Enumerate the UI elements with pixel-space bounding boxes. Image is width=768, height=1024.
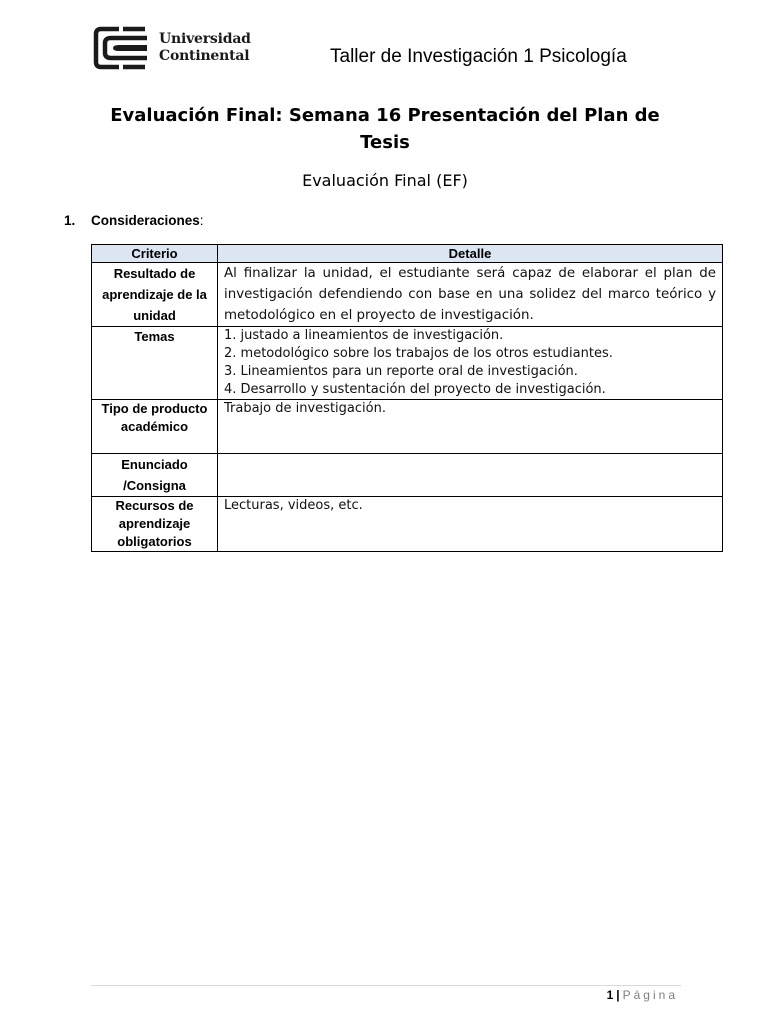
- topic-item: 1. justado a lineamientos de investigación.: [224, 328, 504, 343]
- detalle-text: Al finalizar la unidad, el estudiante será capaz de elaborar el plan de investigación defendiendo con base en una solidez del marco teórico y metodológico en el proyecto de investigación.: [224, 266, 716, 323]
- criterio-cell: Enunciado /Consigna: [92, 454, 218, 497]
- page-number: 1: [606, 988, 614, 1002]
- document-subtitle: Evaluación Final (EF): [302, 171, 468, 190]
- topic-item: 4. Desarrollo y sustentación del proyecto de investigación.: [224, 382, 606, 397]
- university-logo-icon: [93, 26, 151, 70]
- column-header-detalle: Detalle: [218, 245, 723, 263]
- page-label: Página: [622, 988, 678, 1002]
- table-row: [92, 497, 723, 552]
- criterio-cell: Temas: [92, 327, 218, 400]
- section-heading: [64, 212, 204, 230]
- detalle-cell: [218, 263, 723, 327]
- document-title: Evaluación Final: Semana 16 Presentación del Plan de Tesis: [110, 105, 660, 153]
- table-row: [92, 263, 723, 327]
- table-row: [92, 454, 723, 497]
- topic-item: 2. metodológico sobre los trabajos de los otros estudiantes.: [224, 346, 613, 361]
- footer-divider: [91, 985, 681, 986]
- section-colon: :: [199, 213, 204, 228]
- criteria-table: [91, 244, 723, 552]
- criterio-cell: Resultado de aprendizaje de la unidad: [92, 263, 218, 327]
- table-row: [92, 400, 723, 454]
- logo-text-line1: Universidad: [159, 31, 251, 47]
- detalle-cell: Trabajo de investigación.: [218, 400, 723, 454]
- page-footer: [607, 987, 678, 1003]
- table-row: [92, 327, 723, 400]
- column-header-criterio: Criterio: [92, 245, 218, 263]
- footer-separator: |: [616, 988, 620, 1002]
- table-header-row: [92, 245, 723, 263]
- detalle-cell: [218, 327, 723, 400]
- section-number: 1.: [64, 213, 76, 228]
- criterio-cell: Recursos de aprendizaje obligatorios: [92, 497, 218, 552]
- detalle-cell: Lecturas, videos, etc.: [218, 497, 723, 552]
- university-logo: [93, 26, 253, 70]
- course-title: Taller de Investigación 1 Psicología: [330, 46, 627, 67]
- detalle-cell: [218, 454, 723, 497]
- logo-text-line2: Continental: [159, 48, 250, 64]
- section-label: Consideraciones: [91, 213, 200, 228]
- topic-item: 3. Lineamientos para un reporte oral de investigación.: [224, 364, 578, 379]
- criterio-cell: Tipo de producto académico: [92, 400, 218, 454]
